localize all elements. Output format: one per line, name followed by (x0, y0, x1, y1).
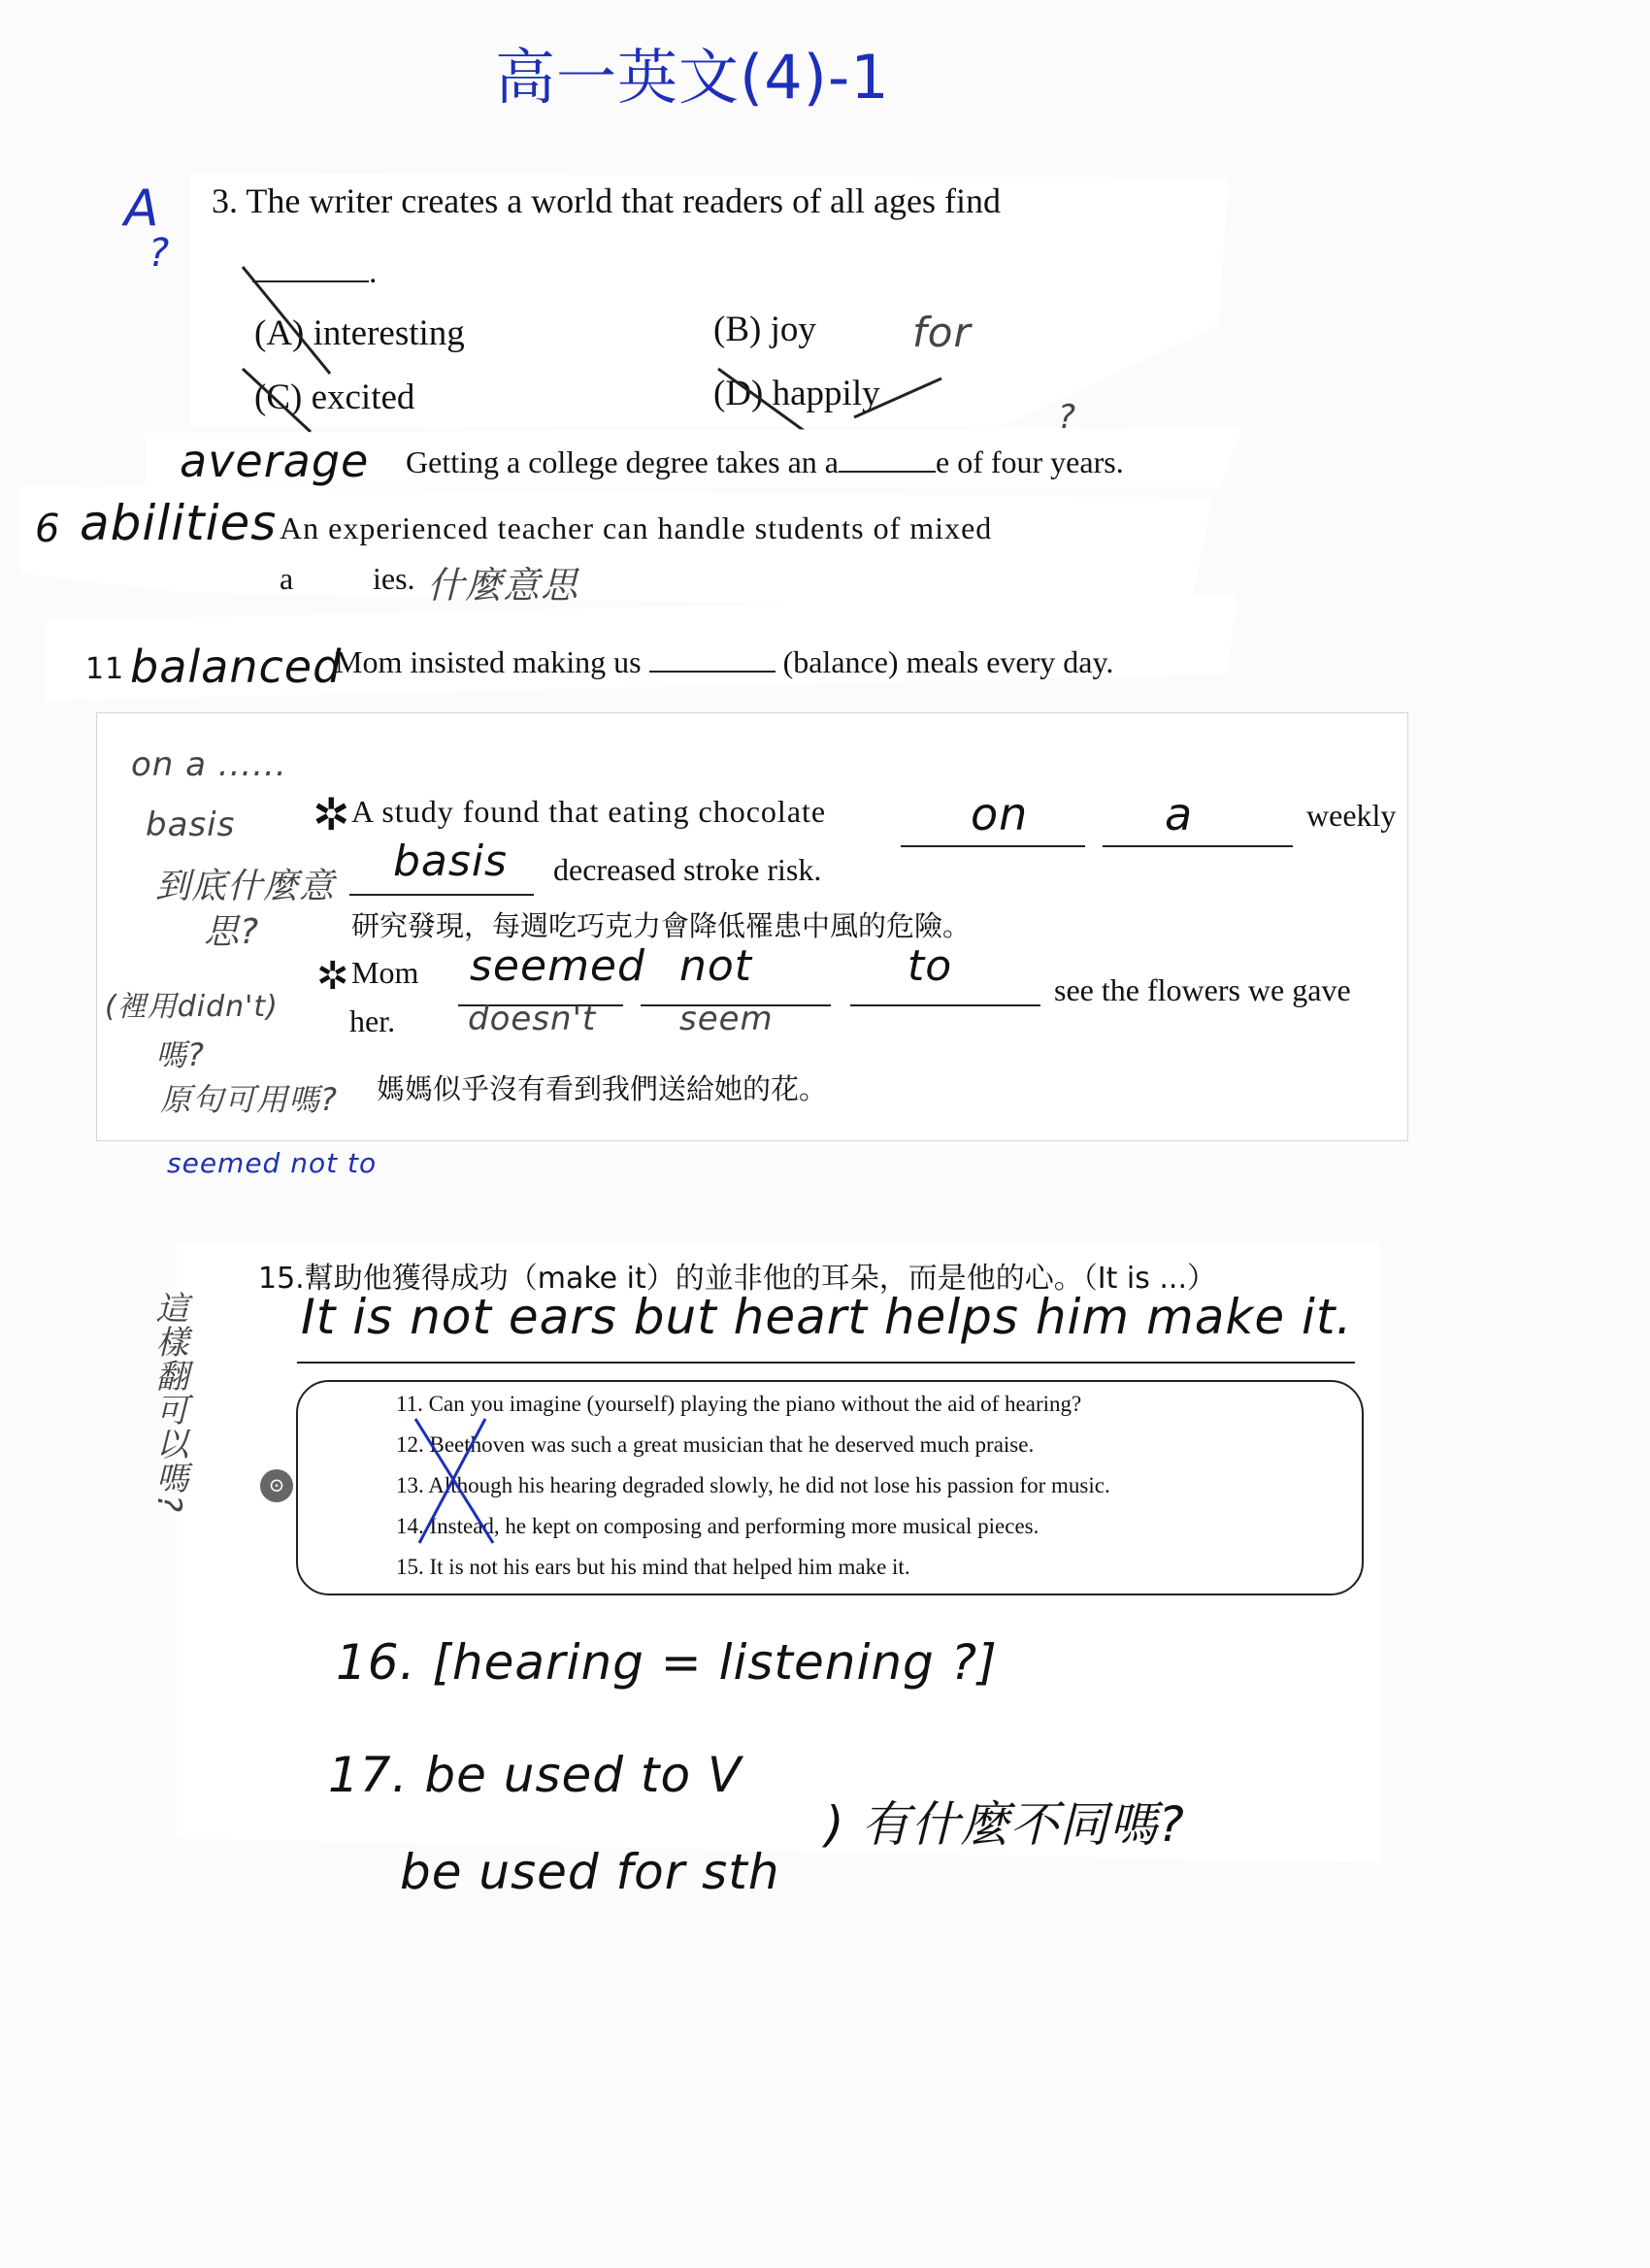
star-icon: ✲ (316, 954, 349, 998)
star-icon: ✲ (313, 790, 350, 839)
abilities-number: 6 (35, 507, 61, 551)
chocolate-weekly: weekly (1306, 798, 1397, 833)
mom-alt-2: seem (679, 1000, 774, 1038)
mom-side-note-3: 原句可用嗎? (160, 1081, 338, 1118)
abilities-note: 什麼意思 (427, 564, 579, 607)
q15-prompt: 15.幫助他獲得成功（make it）的並非他的耳朵，而是他的心。（It is ...） (258, 1262, 1216, 1296)
abilities-answer: abilities (80, 495, 278, 551)
q15-side-note: 這樣翻可以嗎? (149, 1291, 188, 1514)
option-c: (C) excited (254, 378, 415, 417)
chocolate-side-note-4: 思? (204, 912, 260, 952)
average-answer: average (180, 435, 370, 487)
q11-number: 11 (85, 652, 125, 686)
reference-line-14: 14. Instead, he kept on composing and performing more musical pieces. (396, 1514, 1040, 1538)
question-3-blank: . (252, 254, 378, 291)
q15-student-answer: It is not ears but heart helps him make it. (301, 1289, 1353, 1345)
q11-text: Mom insisted making us (balance) meals every day. (335, 644, 1114, 679)
note-16: 16. [hearing = listening ?] (336, 1634, 998, 1691)
q11-answer: balanced (130, 641, 343, 693)
question-mark: ? (148, 231, 171, 276)
reference-line-13: 13. Although his hearing degraded slowly, he did not lose his passion for music. (396, 1473, 1110, 1497)
option-a: (A) interesting (254, 313, 465, 353)
option-d: (D) happily (713, 374, 880, 413)
mom-side-note-1: (裡用didn't) (105, 990, 279, 1024)
chocolate-side-note-1: on a ...... (131, 745, 287, 784)
chocolate-text-1: A study found that eating chocolate (351, 794, 827, 829)
average-text: Getting a college degree takes an a e of four years. (406, 444, 1124, 479)
mom-text-end: see the flowers we gave (1054, 972, 1351, 1007)
mom-text-start: Mom (351, 955, 419, 990)
chocolate-side-note-2: basis (146, 805, 236, 844)
reference-line-12: 12. Beethoven was such a great musician that he deserved much praise. (396, 1432, 1035, 1457)
answer-mark: A (124, 180, 160, 238)
reference-line-11: 11. Can you imagine (yourself) playing the piano without the aid of hearing? (396, 1392, 1082, 1416)
mom-answer-2: not (679, 941, 753, 991)
mom-correction: seemed not to (167, 1147, 378, 1179)
abilities-hint-ies: ies. (373, 561, 415, 596)
chocolate-text-2: decreased stroke risk. (553, 852, 822, 887)
note-for: for (912, 309, 972, 356)
note-17b: be used for sth (400, 1844, 780, 1900)
mom-chinese: 媽媽似乎沒有看到我們送給她的花。 (377, 1072, 828, 1105)
abilities-hint-a: a (280, 561, 294, 596)
mom-side-note-2: 嗎? (155, 1036, 205, 1073)
page-title: 高一英文(4)-1 (495, 42, 890, 113)
reference-line-15: 15. It is not his ears but his mind that helped him make it. (396, 1555, 910, 1579)
chocolate-answer-1: on (971, 788, 1029, 840)
mom-text-her: her. (349, 1003, 396, 1038)
mom-answer-1: seemed (470, 941, 645, 991)
mom-alt-1: doesn't (468, 1000, 597, 1038)
note-17c: ) 有什麼不同嗎? (825, 1796, 1185, 1853)
chocolate-answer-2: a (1165, 788, 1194, 840)
question-3-stem: 3. The writer creates a world that readers of all ages find (212, 181, 1001, 220)
note-17a: 17. be used to V (328, 1747, 742, 1803)
lock-icon: ⊙ (260, 1469, 293, 1502)
abilities-text: An experienced teacher can handle students of mixed (280, 510, 993, 545)
option-b: (B) joy (713, 310, 816, 349)
chocolate-chinese: 研究發現，每週吃巧克力會降低罹患中風的危險。 (351, 909, 972, 942)
mom-answer-3: to (908, 941, 953, 991)
chocolate-answer-3: basis (393, 837, 508, 886)
chocolate-side-note-3: 到底什麼意 (155, 867, 336, 906)
average-note: ? (1058, 398, 1077, 437)
